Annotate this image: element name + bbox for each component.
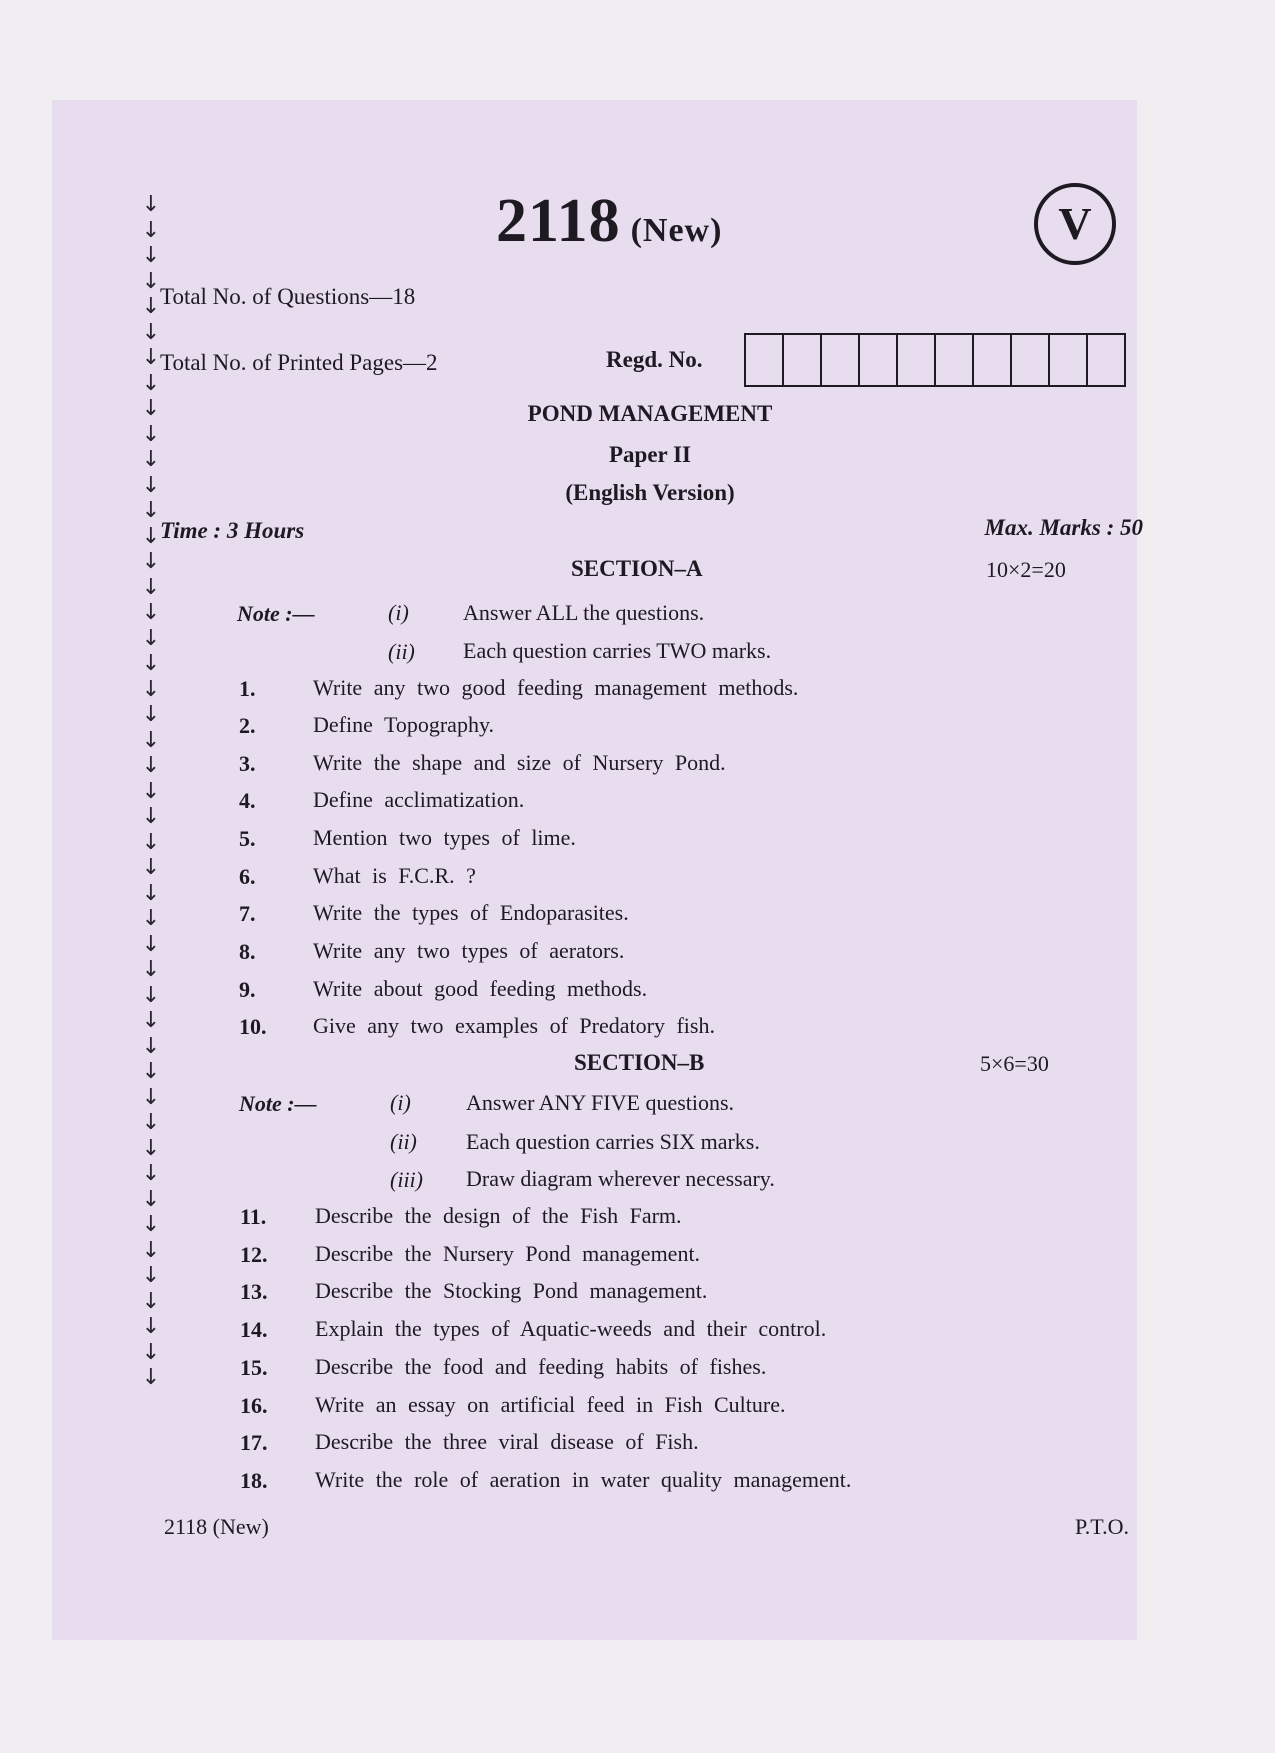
- total-printed-pages: Total No. of Printed Pages—2: [160, 350, 438, 375]
- question-number: 8.: [239, 939, 256, 964]
- section-a-marks: 10×2=20: [986, 557, 1066, 582]
- note-number: (ii): [388, 639, 415, 664]
- paper-code-suffix: (New): [630, 212, 723, 249]
- note-text: Draw diagram wherever necessary.: [466, 1166, 775, 1191]
- question-number: 9.: [239, 977, 256, 1002]
- max-marks: Max. Marks : 50: [984, 515, 1143, 540]
- exam-time: Time : 3 Hours: [160, 518, 305, 543]
- section-a-note-label: Note :—: [237, 601, 315, 626]
- question-number: 15.: [240, 1355, 268, 1380]
- question-text: Write any two types of aerators.: [313, 938, 625, 963]
- paper-code: 2118 (New): [496, 187, 723, 255]
- total-questions: Total No. of Questions—18: [160, 284, 416, 309]
- question-number: 7.: [239, 901, 256, 926]
- paper-number: Paper II: [609, 442, 691, 467]
- margin-arrows: ↓ ↓ ↓ ↓ ↓ ↓ ↓ ↓ ↓ ↓ ↓ ↓ ↓ ↓ ↓ ↓ ↓ ↓ ↓ ↓ ↓ ↓ ↓ ↓ ↓ ↓ ↓ ↓ ↓ ↓ ↓ ↓ ↓ ↓ ↓ ↓ ↓ ↓ ↓ ↓ ↓ ↓ ↓ ↓ ↓ ↓ ↓: [141, 192, 161, 1390]
- question-text: Describe the Nursery Pond management.: [315, 1241, 701, 1266]
- question-number: 16.: [240, 1393, 268, 1418]
- question-text: Write the role of aeration in water quality management.: [315, 1467, 852, 1492]
- note-number: (ii): [390, 1129, 417, 1154]
- question-text: Define Topography.: [313, 712, 495, 737]
- question-number: 6.: [239, 864, 256, 889]
- footer-pto: P.T.O.: [1075, 1514, 1129, 1539]
- question-text: Describe the food and feeding habits of fishes.: [315, 1354, 767, 1379]
- question-number: 5.: [239, 826, 256, 851]
- note-number: (iii): [390, 1167, 423, 1192]
- question-text: Write any two good feeding management methods.: [313, 675, 799, 700]
- question-number: 12.: [240, 1242, 268, 1267]
- note-text: Answer ANY FIVE questions.: [466, 1090, 735, 1115]
- question-text: Describe the Stocking Pond management.: [315, 1278, 708, 1303]
- question-text: Mention two types of lime.: [313, 825, 576, 850]
- question-text: Describe the three viral disease of Fish.: [315, 1429, 699, 1454]
- question-text: Define acclimatization.: [313, 787, 525, 812]
- note-number: (i): [390, 1090, 411, 1115]
- note-text: Answer ALL the questions.: [463, 600, 705, 625]
- question-number: 11.: [240, 1204, 267, 1229]
- question-number: 4.: [239, 788, 256, 813]
- question-text: Explain the types of Aquatic-weeds and their control.: [315, 1316, 827, 1341]
- question-text: Write the shape and size of Nursery Pond.: [313, 750, 726, 775]
- section-b-marks: 5×6=30: [980, 1051, 1049, 1076]
- section-b-title: SECTION–B: [574, 1050, 705, 1075]
- note-text: Each question carries SIX marks.: [466, 1129, 760, 1154]
- question-number: 2.: [239, 713, 256, 738]
- question-text: Give any two examples of Predatory fish.: [313, 1013, 715, 1038]
- question-text: Write about good feeding methods.: [313, 976, 648, 1001]
- regd-no-boxes[interactable]: [744, 333, 1126, 387]
- note-number: (i): [388, 600, 409, 625]
- question-number: 14.: [240, 1317, 268, 1342]
- version-badge: V: [1034, 183, 1116, 265]
- note-text: Each question carries TWO marks.: [463, 638, 772, 663]
- section-a-title: SECTION–A: [571, 556, 703, 581]
- question-number: 1.: [239, 676, 256, 701]
- question-text: Describe the design of the Fish Farm.: [315, 1203, 682, 1228]
- section-b-note-label: Note :—: [239, 1091, 317, 1116]
- question-number: 10.: [239, 1014, 267, 1039]
- question-number: 13.: [240, 1279, 268, 1304]
- question-number: 18.: [240, 1468, 268, 1493]
- subject-title: POND MANAGEMENT: [527, 401, 773, 426]
- question-text: Write an essay on artificial feed in Fish Culture.: [315, 1392, 786, 1417]
- version-label: (English Version): [565, 480, 735, 505]
- question-text: Write the types of Endoparasites.: [313, 900, 629, 925]
- footer-paper-code: 2118 (New): [164, 1514, 269, 1539]
- question-number: 3.: [239, 751, 256, 776]
- question-number: 17.: [240, 1430, 268, 1455]
- question-text: What is F.C.R. ?: [313, 863, 476, 888]
- regd-no-label: Regd. No.: [606, 347, 703, 372]
